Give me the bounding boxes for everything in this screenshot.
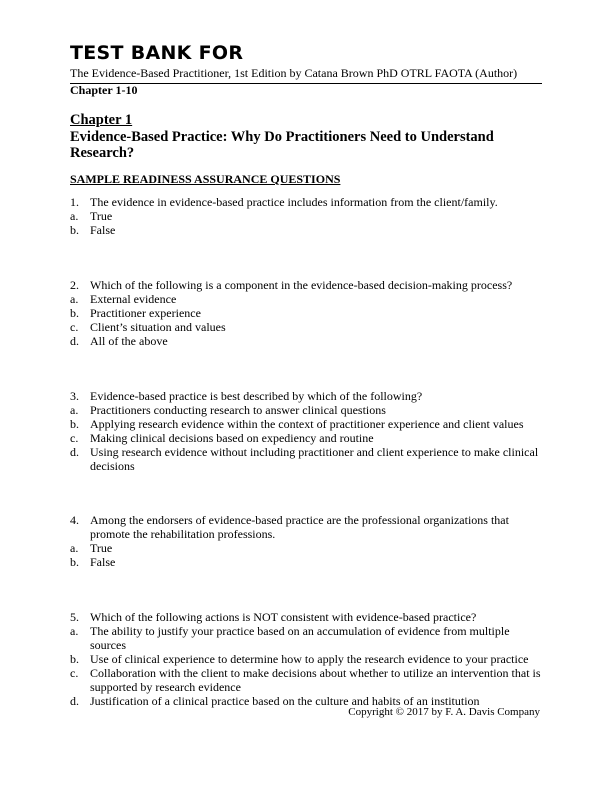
answer-option [70,541,544,555]
question-stem [70,195,544,209]
question-stem [70,389,544,403]
answer-option [70,223,544,237]
option-text: True [90,209,113,223]
question-4 [70,513,544,569]
test-bank-title: TEST BANK FOR [70,42,244,64]
question-text: Which of the following is a component in the evidence-based decision-making process? [90,278,513,292]
option-text: Making clinical decisions based on expediency and routine [90,431,374,445]
question-number: 2. [70,278,79,292]
option-text: Practitioner experience [90,306,201,320]
question-number: 5. [70,610,79,624]
question-number: 3. [70,389,79,403]
answer-option [70,652,544,666]
option-letter: d. [70,445,79,459]
question-2 [70,278,544,348]
option-letter: b. [70,652,79,666]
question-stem [70,278,544,292]
answer-options [70,403,544,473]
option-letter: a. [70,292,79,306]
question-5 [70,610,544,708]
answer-option [70,403,544,417]
option-text: Practitioners conducting research to answer clinical questions [90,403,386,417]
answer-option [70,624,544,652]
question-text: Which of the following actions is NOT consistent with evidence-based practice? [90,610,477,624]
option-letter: a. [70,209,79,223]
option-letter: d. [70,334,79,348]
question-text: Among the endorsers of evidence-based practice are the professional organizations that promote the rehabilitation professions. [90,513,509,541]
answer-options [70,624,544,708]
option-letter: b. [70,555,79,569]
answer-option [70,555,544,569]
option-text: Collaboration with the client to make decisions about whether to utilize an intervention that is supported by research evidence [90,666,541,694]
option-letter: c. [70,320,79,334]
option-text: External evidence [90,292,177,306]
answer-options [70,209,544,237]
chapter-heading [70,112,530,162]
answer-option [70,292,544,306]
question-number: 4. [70,513,79,527]
option-text: The ability to justify your practice based on an accumulation of evidence from multiple sources [90,624,510,652]
answer-option [70,209,544,223]
answer-option [70,334,544,348]
answer-options [70,292,544,348]
option-text: True [90,541,113,555]
question-text: Evidence-based practice is best described by which of the following? [90,389,423,403]
answer-option [70,431,544,445]
option-letter: a. [70,541,79,555]
option-letter: b. [70,417,79,431]
answer-option [70,306,544,320]
question-number: 1. [70,195,79,209]
option-text: Use of clinical experience to determine how to apply the research evidence to your practice [90,652,529,666]
chapter-label: Chapter 1 [70,112,133,128]
option-text: Client’s situation and values [90,320,226,334]
option-text: Applying research evidence within the context of practitioner experience and client values [90,417,524,431]
question-stem [70,610,544,624]
answer-options [70,541,544,569]
option-letter: c. [70,431,79,445]
answer-option [70,666,544,694]
option-letter: c. [70,666,79,680]
option-text: Using research evidence without including practitioner and client experience to make clinical decisions [90,445,539,473]
option-letter: b. [70,306,79,320]
answer-option [70,320,544,334]
book-title-line: The Evidence-Based Practitioner, 1st Edition by Catana Brown PhD OTRL FAOTA (Author) [70,66,542,84]
question-3 [70,389,544,473]
option-letter: d. [70,694,79,708]
option-text: False [90,555,116,569]
question-text: The evidence in evidence-based practice includes information from the client/family. [90,195,498,209]
copyright-footer: Copyright © 2017 by F. A. Davis Company [348,706,540,718]
option-text: False [90,223,116,237]
section-heading: SAMPLE READINESS ASSURANCE QUESTIONS [70,172,341,186]
answer-option [70,445,544,473]
question-1 [70,195,544,237]
option-letter: a. [70,403,79,417]
answer-option [70,417,544,431]
option-letter: b. [70,223,79,237]
option-letter: a. [70,624,79,638]
option-text: All of the above [90,334,168,348]
option-text: Justification of a clinical practice based on the culture and habits of an institution [90,694,480,708]
question-stem [70,513,544,541]
chapter-subtitle: Evidence-Based Practice: Why Do Practitioners Need to Understand Research? [70,128,494,161]
chapter-range: Chapter 1-10 [70,83,138,97]
